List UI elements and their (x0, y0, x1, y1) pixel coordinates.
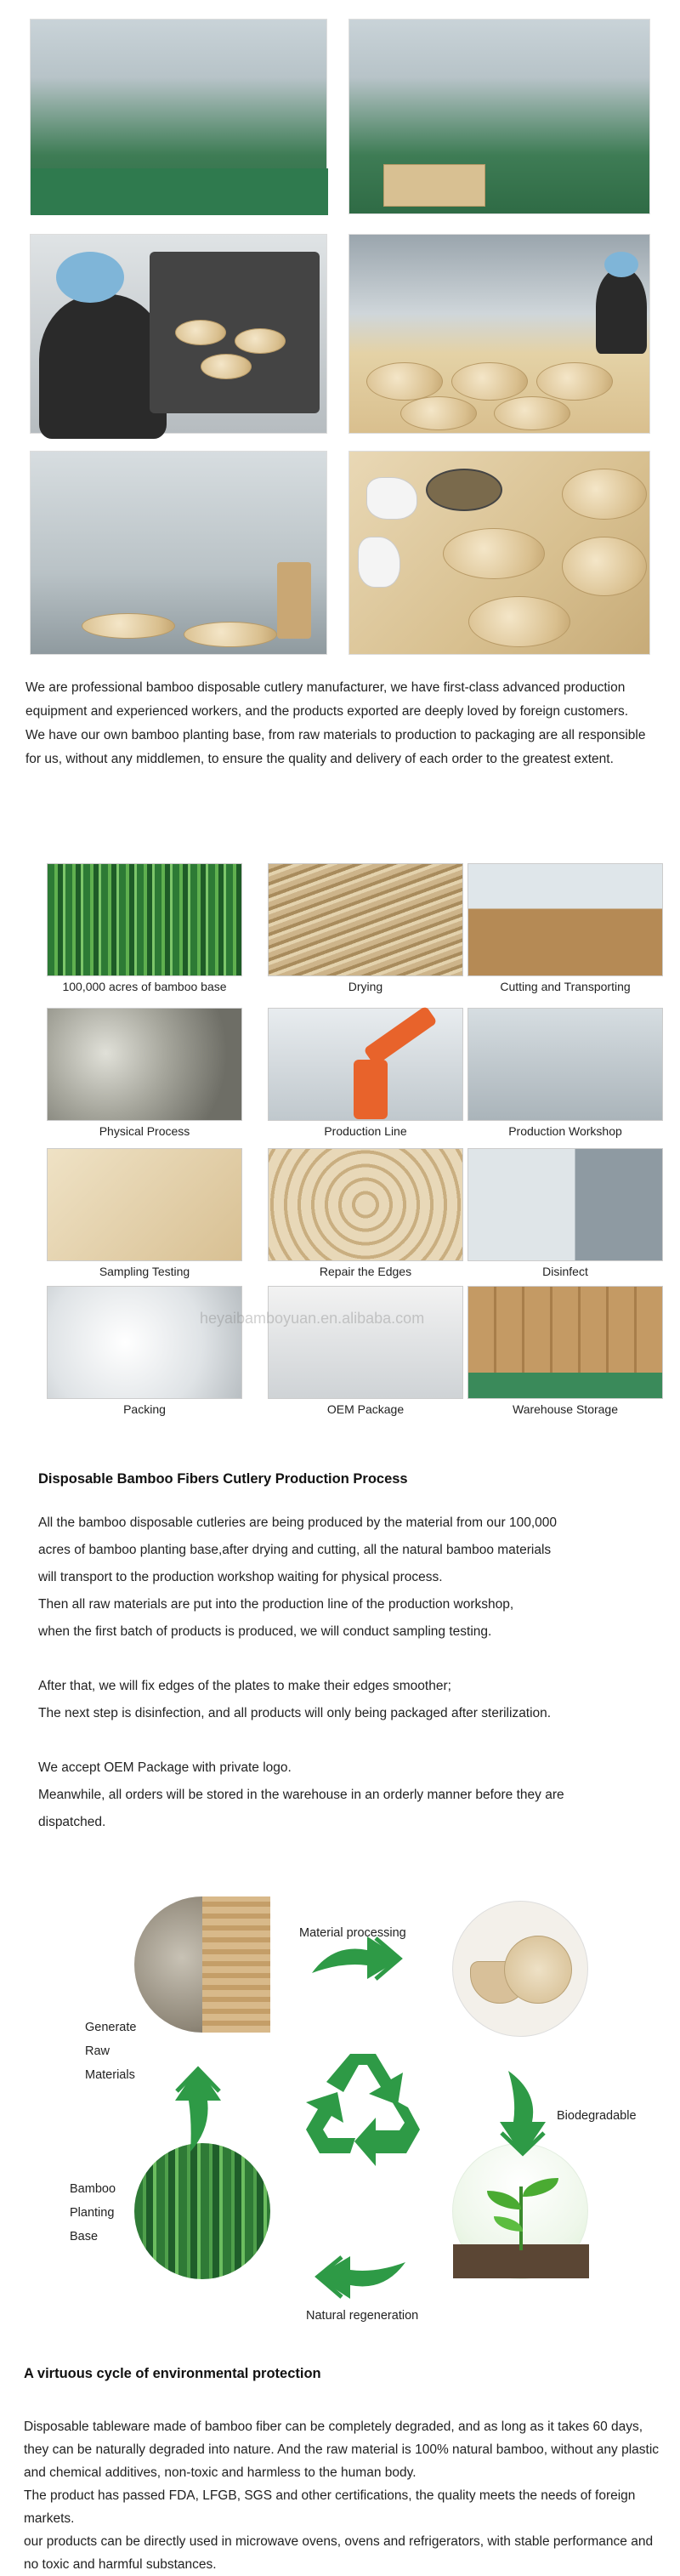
robot-arm-shape (363, 1005, 437, 1066)
intro-text (26, 676, 663, 771)
process-step (468, 1286, 663, 1416)
blank-line (38, 1646, 659, 1673)
arrow-up-icon (167, 2062, 230, 2156)
process-line: Then all raw materials are put into the production line of the production workshop, (38, 1597, 514, 1612)
process-step-label: Repair the Edges (319, 1265, 412, 1278)
arrow-down-icon (491, 2067, 555, 2160)
process-step-label: Sampling Testing (99, 1265, 190, 1278)
plates-gloves-photo (348, 451, 650, 655)
label-material-processing: Material processing (299, 1926, 406, 1940)
process-line: dispatched. (38, 1815, 106, 1829)
watermark: heyaibamboyuan.en.alibaba.com (200, 1310, 425, 1327)
process-step-label: Warehouse Storage (513, 1402, 618, 1416)
process-line: We accept OEM Package with private logo. (38, 1760, 292, 1775)
process-step-label: Physical Process (99, 1124, 190, 1138)
process-step-label: Disinfect (542, 1265, 588, 1278)
process-step-label: Cutting and Transporting (500, 980, 631, 993)
tableware-image (452, 1901, 588, 2037)
raw-materials-image (134, 1896, 270, 2033)
bamboo-chips-image (47, 1008, 242, 1121)
cutting-bamboo-image (468, 863, 663, 976)
environment-text (24, 2415, 666, 2576)
label-natural-regeneration: Natural regeneration (306, 2309, 419, 2323)
process-line: Meanwhile, all orders will be stored in the warehouse in an orderly manner before they are (38, 1788, 564, 1802)
plates-machine-photo (348, 234, 650, 434)
process-step (468, 1148, 663, 1278)
process-step (268, 1008, 463, 1138)
packing-bags-image (47, 1286, 242, 1399)
label-biodegradable: Biodegradable (557, 2109, 637, 2123)
process-line: All the bamboo disposable cutleries are being produced by the material from our 100,000 (38, 1515, 558, 1530)
process-step-label: Packing (123, 1402, 166, 1416)
label-generate-raw-materials: Generate Raw Materials (85, 2021, 137, 2082)
environment-paragraph-3: our products can be directly used in microwave ovens, ovens and refrigerators, with stable performance and no toxic and harmful substances. (24, 2534, 654, 2572)
process-line: After that, we will fix edges of the plates to make their edges smoother; (38, 1679, 451, 1693)
sprout-image (452, 2143, 588, 2279)
environment-title: A virtuous cycle of environmental protection (24, 2366, 321, 2381)
workshop-machines-image (468, 1008, 663, 1121)
process-step-label: 100,000 acres of bamboo base (62, 980, 227, 993)
process-line: when the first batch of products is produced, we will conduct sampling testing. (38, 1624, 492, 1639)
environment-paragraph-1: Disposable tableware made of bamboo fiber can be completely degraded, and as long as it takes 60 days, they can be naturally degraded into nature. And the raw material is 100% natural bamboo, without any plastic and chemical additives, non-toxic and harmless to the human body. (24, 2420, 660, 2480)
label-bamboo-planting-base: Bamboo Planting Base (70, 2182, 116, 2243)
process-step (268, 863, 463, 993)
recycle-icon (299, 2041, 427, 2169)
process-line: will transport to the production workshop waiting for physical process. (38, 1570, 443, 1584)
edge-scraps-image (268, 1148, 463, 1261)
process-step (47, 1148, 242, 1278)
process-step-label: Production Workshop (508, 1124, 622, 1138)
disinfect-machine-image (468, 1148, 663, 1261)
blank-line (38, 1727, 659, 1754)
arrow-left-icon (308, 2245, 410, 2309)
bamboo-forest-image (134, 2143, 270, 2279)
process-step (468, 1008, 663, 1138)
sampling-bowls-image (47, 1148, 242, 1261)
intro-paragraph-2: We have our own bamboo planting base, from raw materials to production to packaging are all responsible for us, without any middlemen, to ensure the quality and delivery of each order to the greatest extent. (26, 728, 646, 766)
production-process-title: Disposable Bamboo Fibers Cutlery Production Process (38, 1471, 408, 1487)
intro-paragraph-1: We are professional bamboo disposable cutlery manufacturer, we have first-class advanced production equipment and experienced workers, and the products exported are deeply loved by foreign customers. (26, 680, 629, 719)
process-step (268, 1148, 463, 1278)
process-step-label: OEM Package (326, 1402, 405, 1416)
environment-paragraph-2: The product has passed FDA, LFGB, SGS and other certifications, the quality meets the needs of foreign markets. (24, 2488, 636, 2526)
process-step (47, 863, 242, 993)
cycle-diagram (0, 1871, 680, 2323)
process-line: The next step is disinfection, and all products will only being packaged after sterilization. (38, 1706, 552, 1720)
factory-photo-1 (30, 19, 327, 214)
production-process-text (38, 1510, 659, 1836)
robot-base-shape (354, 1060, 388, 1119)
process-line: acres of bamboo planting base,after drying and cutting, all the natural bamboo materials (38, 1543, 552, 1557)
oem-packages-image (268, 1286, 463, 1399)
process-step (468, 863, 663, 993)
process-step (47, 1008, 242, 1138)
worker-photo (30, 234, 327, 434)
warehouse-boxes-image (468, 1286, 663, 1399)
robot-arm-image (268, 1008, 463, 1121)
workshop-photo (30, 451, 327, 655)
process-step (47, 1286, 242, 1416)
bamboo-forest-image (47, 863, 242, 976)
process-step-label: Drying (348, 980, 383, 993)
warehouse-floor-shape (468, 1373, 662, 1398)
process-step-label: Production Line (324, 1124, 407, 1138)
drying-bamboo-image (268, 863, 463, 976)
process-step (268, 1286, 463, 1416)
factory-photo-2 (348, 19, 650, 214)
